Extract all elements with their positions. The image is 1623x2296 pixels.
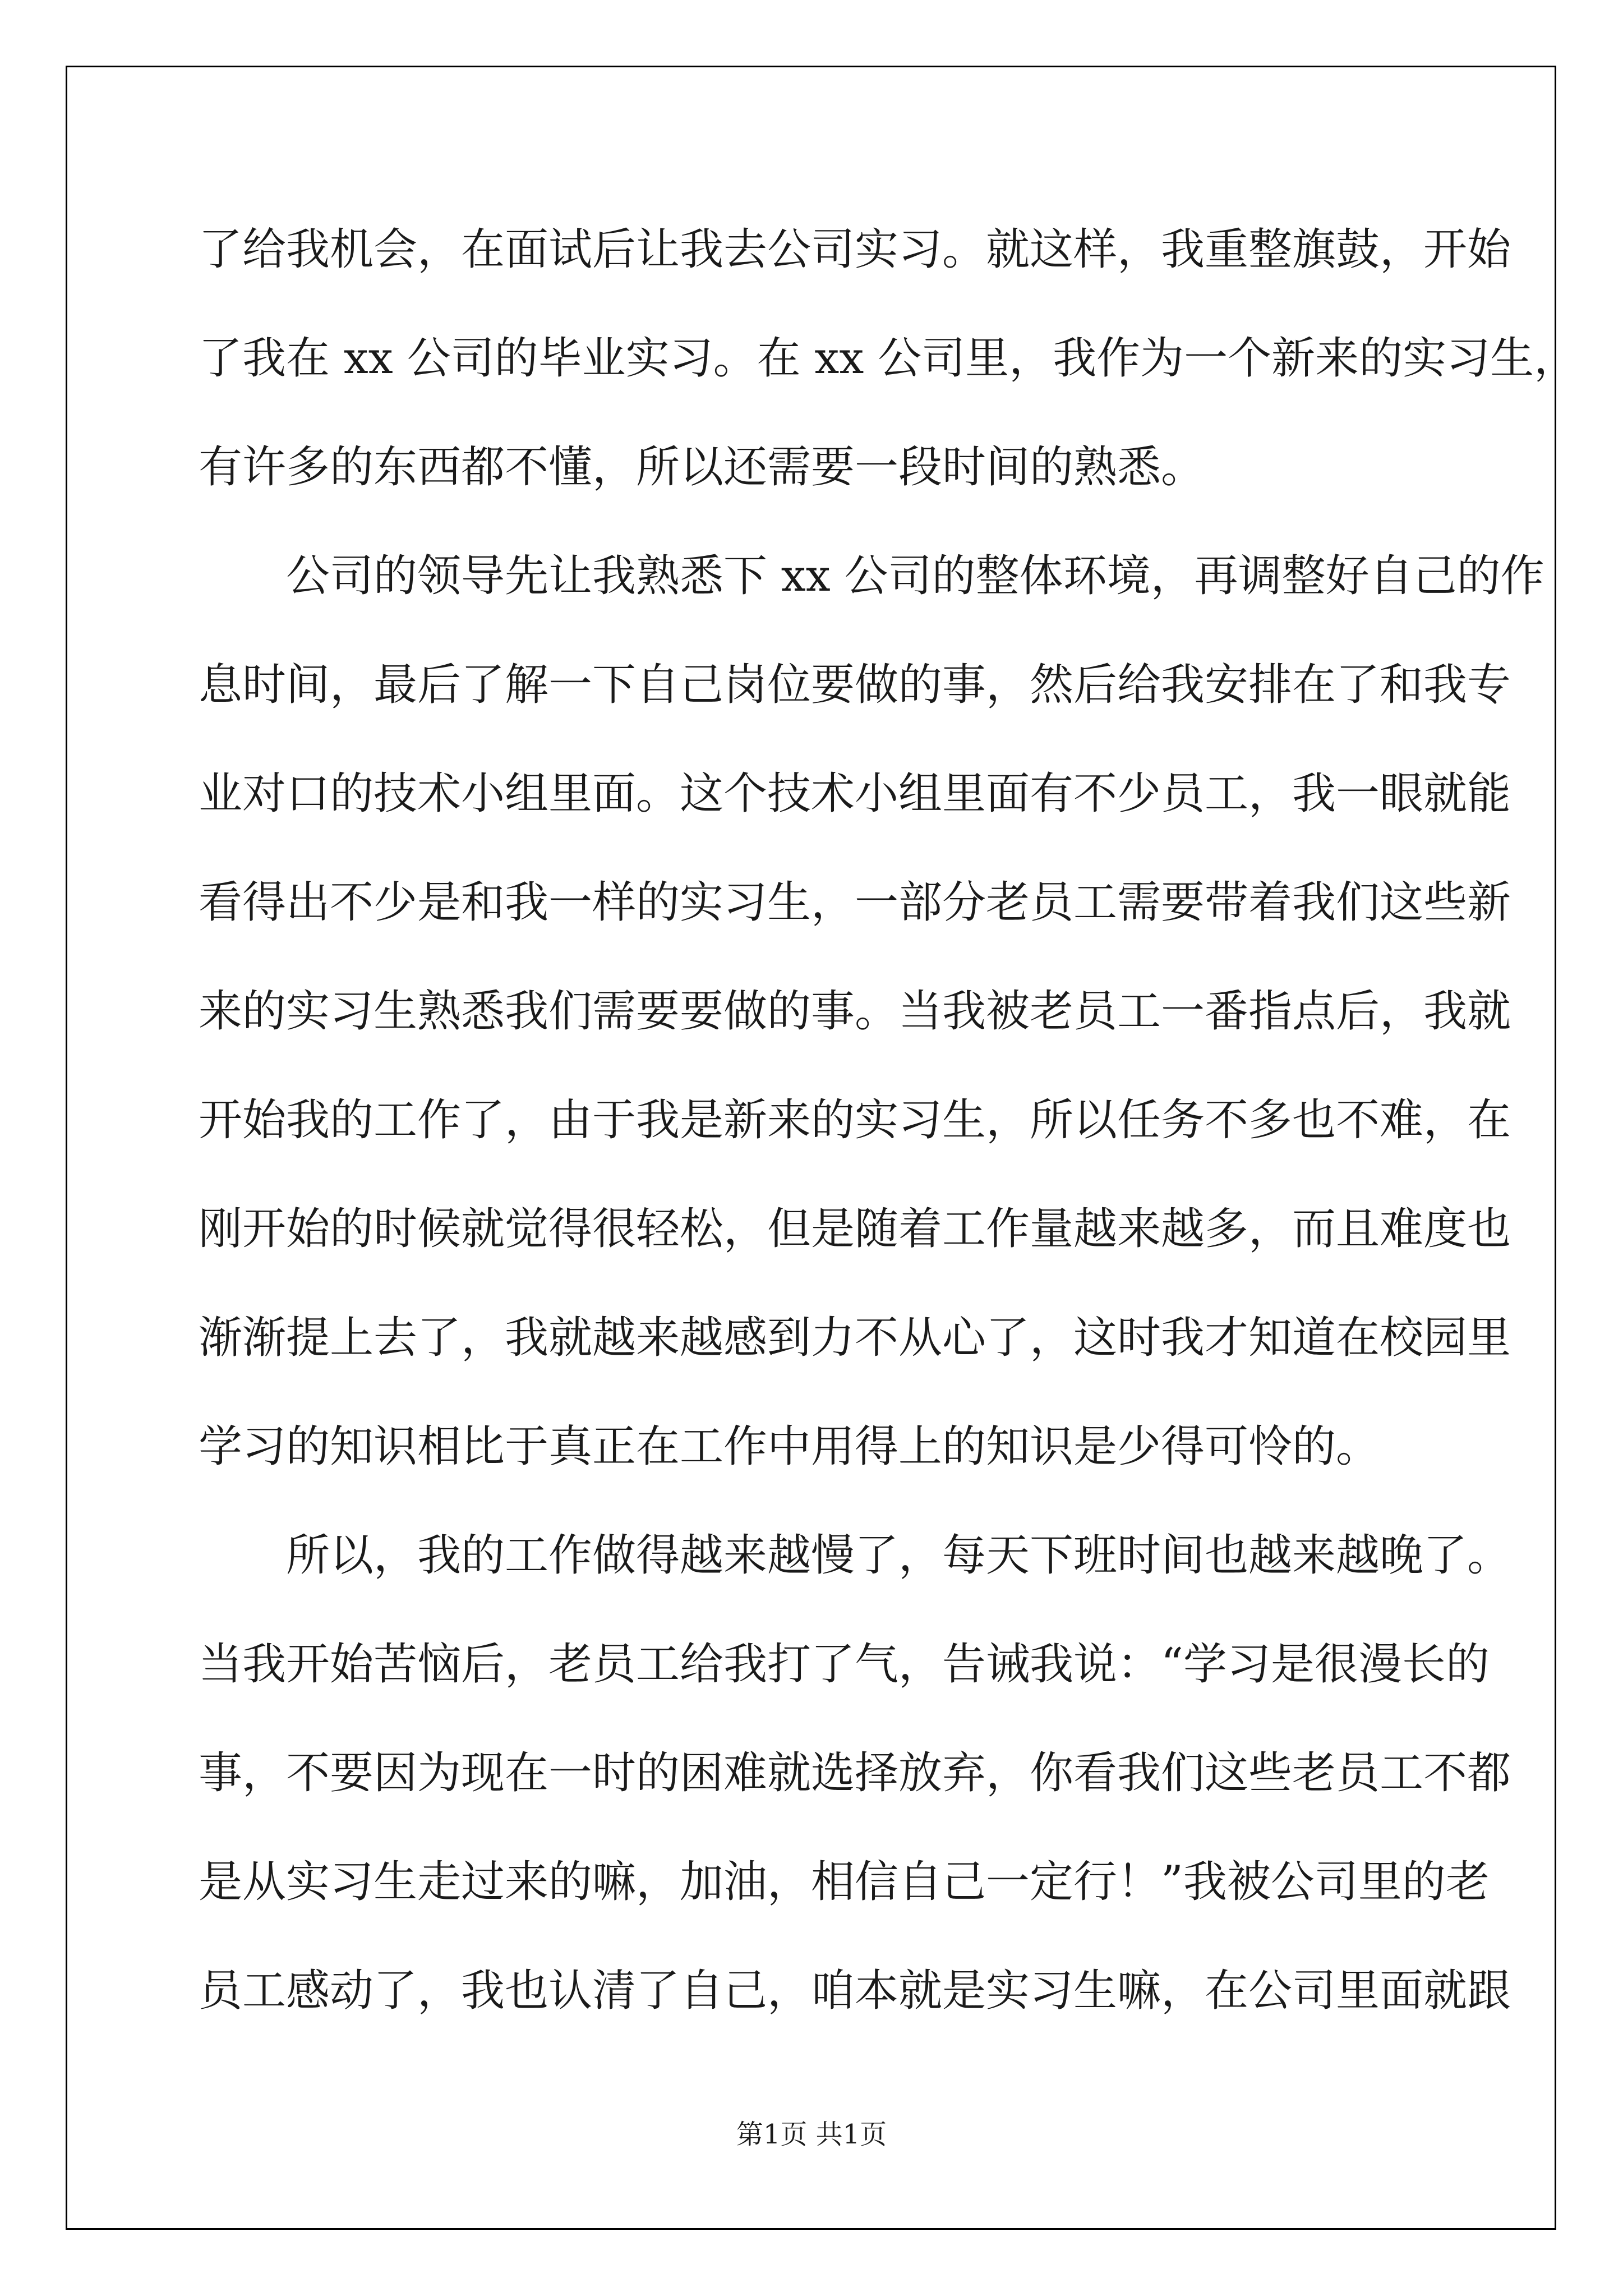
page-number-footer: 第1页 共1页 — [736, 2119, 887, 2150]
text-line: 息时间，最后了解一下自己岗位要做的事，然后给我安排在了和我专 — [199, 660, 1511, 710]
text-line: 学习的知识相比于真正在工作中用得上的知识是少得可怜的。 — [199, 1421, 1380, 1472]
text-line: 有许多的东西都不懂，所以还需要一段时间的熟悉。 — [199, 442, 1205, 493]
text-line: 当我开始苦恼后，老员工给我打了气，告诫我说：“学习是很漫长的 — [199, 1639, 1490, 1690]
text-line: 事，不要因为现在一时的困难就选择放弃，你看我们这些老员工不都 — [199, 1748, 1511, 1798]
text-line: 开始我的工作了，由于我是新来的实习生，所以任务不多也不难，在 — [199, 1095, 1511, 1145]
text-line: 来的实习生熟悉我们需要要做的事。当我被老员工一番指点后，我就 — [199, 986, 1511, 1037]
text-line: 员工感动了，我也认清了自己，咱本就是实习生嘛，在公司里面就跟 — [199, 1966, 1511, 2016]
text-line: 看得出不少是和我一样的实习生，一部分老员工需要带着我们这些新 — [199, 877, 1511, 928]
text-line: 了给我机会，在面试后让我去公司实习。就这样，我重整旗鼓，开始 — [199, 224, 1511, 275]
paragraph-start-line: 所以，我的工作做得越来越慢了，每天下班时间也越来越晚了。 — [286, 1530, 1511, 1581]
text-line: 业对口的技术小组里面。这个技术小组里面有不少员工，我一眼就能 — [199, 769, 1511, 819]
text-line: 了我在 xx 公司的毕业实习。在 xx 公司里，我作为一个新来的实习生， — [199, 333, 1578, 384]
text-line: 渐渐提上去了，我就越来越感到力不从心了，这时我才知道在校园里 — [199, 1313, 1511, 1363]
text-line: 是从实习生走过来的嘛，加油，相信自己一定行！”我被公司里的老 — [199, 1857, 1490, 1907]
paragraph-start-line: 公司的领导先让我熟悉下 xx 公司的整体环境，再调整好自己的作 — [286, 551, 1544, 601]
text-line: 刚开始的时候就觉得很轻松，但是随着工作量越来越多，而且难度也 — [199, 1204, 1511, 1254]
